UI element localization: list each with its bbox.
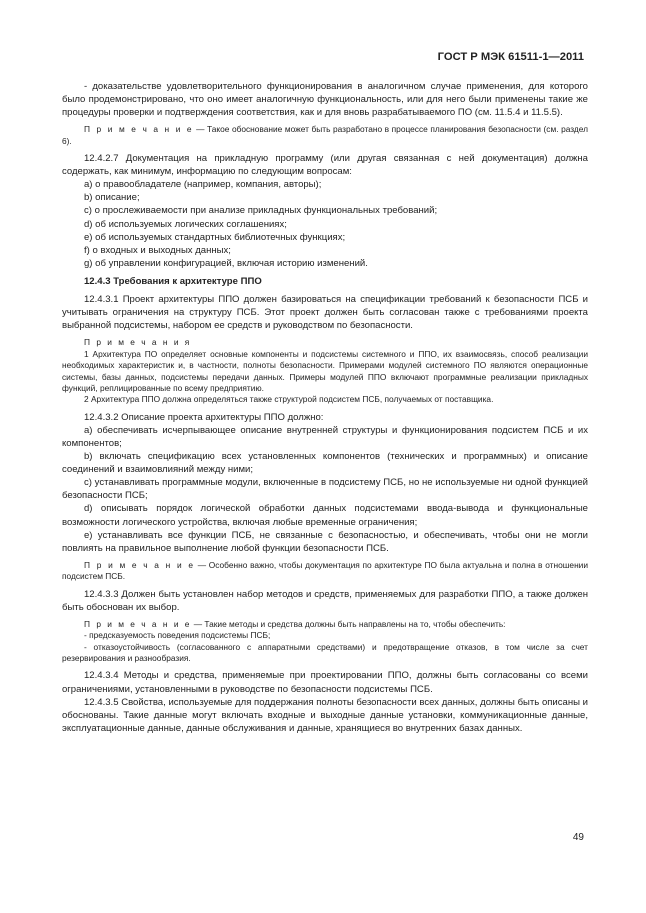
page-number: 49 <box>572 832 584 843</box>
list-item: b) включать спецификацию всех установленных компонентов (технических и программных) и описание соединений и взаимовлияний между ними; <box>62 451 588 476</box>
note-1-text: — Такое обоснование может быть разработано в процессе планирования безопасности (см. раздел 6). <box>62 124 589 146</box>
list-item: d) описывать порядок логической обработки данных подсистемами ввода-вывода и функциональные возможности логического устройства, включая любые временные ограничения; <box>62 503 588 528</box>
section-heading-12-4-3: 12.4.3 Требования к архитектуре ППО <box>84 275 262 287</box>
list-item: g) об управлении конфигурацией, включая историю изменений. <box>84 257 368 269</box>
paragraph-12-4-2-7: 12.4.2.7 Документация на прикладную программу (или другая связанная с ней документация) должна содержать, как минимум, информацию по следующим вопросам: <box>62 153 588 178</box>
paragraph-12-4-3-5: 12.4.3.5 Свойства, используемые для поддержания полноты безопасности всех данных, должны быть описаны и обоснованы. Такие данные могут включать входные и выходные данные установки, коммуникационные данные, эксплуатационные данные, данные обслуживания и данные, хранящиеся во внутренних базах данных. <box>62 696 588 734</box>
note-list-item: - отказоустойчивость (согласованного с аппаратными средствами) и предотвращение отказов, в том числе за счет резервирования и разнообразия. <box>62 641 588 663</box>
paragraph-intro: - доказательстве удовлетворительного функционирования в аналогичном случае применения, для которого было продемонстрировано, что оно имеет аналогичную функциональность, или для него были применены такие же процедуры проверки и подтверждения соответствия, как и для вновь разрабатываемого ПО (см. 11.5.4 и 11.5.5). <box>62 81 588 119</box>
list-item: a) обеспечивать исчерпывающее описание внутренней структуры и функционирования подсистем ПСБ и их компонентов; <box>62 424 588 449</box>
note-list-item: - предсказуемость поведения подсистемы ПСБ; <box>84 630 271 641</box>
note-1-label: П р и м е ч а н и е <box>84 124 194 135</box>
list-item: c) о прослеживаемости при анализе прикладных функциональных требований; <box>84 205 438 217</box>
list-item: f) о входных и выходных данных; <box>84 244 231 256</box>
note-architecture-1: 1 Архитектура ПО определяет основные компоненты и подсистемы системного и ППО, их взаимосвязь, способ реализации необходимых характеристик и, в частности, полноты безопасности. Примерами модулей системного ПО являются операционные системы, базы данных, подсистемы передачи данных. Примеры модулей ППО включают программные реализации прикладных функций, реплицированные по всему предприятию. <box>62 348 588 393</box>
notes-label: П р и м е ч а н и я <box>84 337 192 348</box>
list-item: b) описание; <box>84 192 140 204</box>
page-content <box>62 80 588 735</box>
list-item: a) о правообладателе (например, компания, авторы); <box>84 179 322 191</box>
note-1 <box>62 124 588 147</box>
paragraph-12-4-3-4: 12.4.3.4 Методы и средства, применяемые при проектировании ППО, должны быть согласованы со всеми ограничениями, установленными в руководстве по безопасности подсистемы ПСБ. <box>62 670 588 695</box>
list-item: c) устанавливать программные модули, включенные в подсистему ПСБ, но не используемые ни одной функцией безопасности ПСБ; <box>62 477 588 502</box>
paragraph-12-4-3-1: 12.4.3.1 Проект архитектуры ППО должен базироваться на спецификации требований к безопасности ПСБ и учитывать ограничения на структуру ПСБ. Этот проект должен быть согласован также с требованиями проекта выбранной подсистемы, набором ее средств и руководством по безопасности. <box>62 294 588 332</box>
note-2-label: П р и м е ч а н и е <box>84 559 196 570</box>
note-2 <box>62 560 588 583</box>
note-3-text: — Такие методы и средства должны быть направлены на то, чтобы обеспечить: <box>191 618 506 629</box>
note-architecture-2: 2 Архитектура ППО должна определяться также структурой подсистем ПСБ, получаемых от поставщика. <box>84 394 494 405</box>
note-2-text: — Особенно важно, чтобы документация по архитектуре ПО была актуальна и полна в отношении подсистем ПСБ. <box>62 559 588 582</box>
list-item: e) устанавливать все функции ПСБ, не связанные с безопасностью, и обеспечивать, чтобы они не могли повлиять на правильное выполнение любой функции безопасности ПСБ. <box>62 529 588 554</box>
paragraph-12-4-3-2: 12.4.3.2 Описание проекта архитектуры ППО должно: <box>84 411 324 423</box>
note-3-label: П р и м е ч а н и е <box>84 618 192 629</box>
list-item: e) об используемых стандартных библиотечных функциях; <box>84 231 346 243</box>
note-3 <box>62 619 588 630</box>
list-item: d) об используемых логических соглашениях; <box>84 218 287 230</box>
paragraph-12-4-3-3: 12.4.3.3 Должен быть установлен набор методов и средств, применяемых для разработки ППО, а также должен быть обоснован их выбор. <box>62 588 588 613</box>
document-header: ГОСТ Р МЭК 61511-1—2011 <box>437 51 584 63</box>
